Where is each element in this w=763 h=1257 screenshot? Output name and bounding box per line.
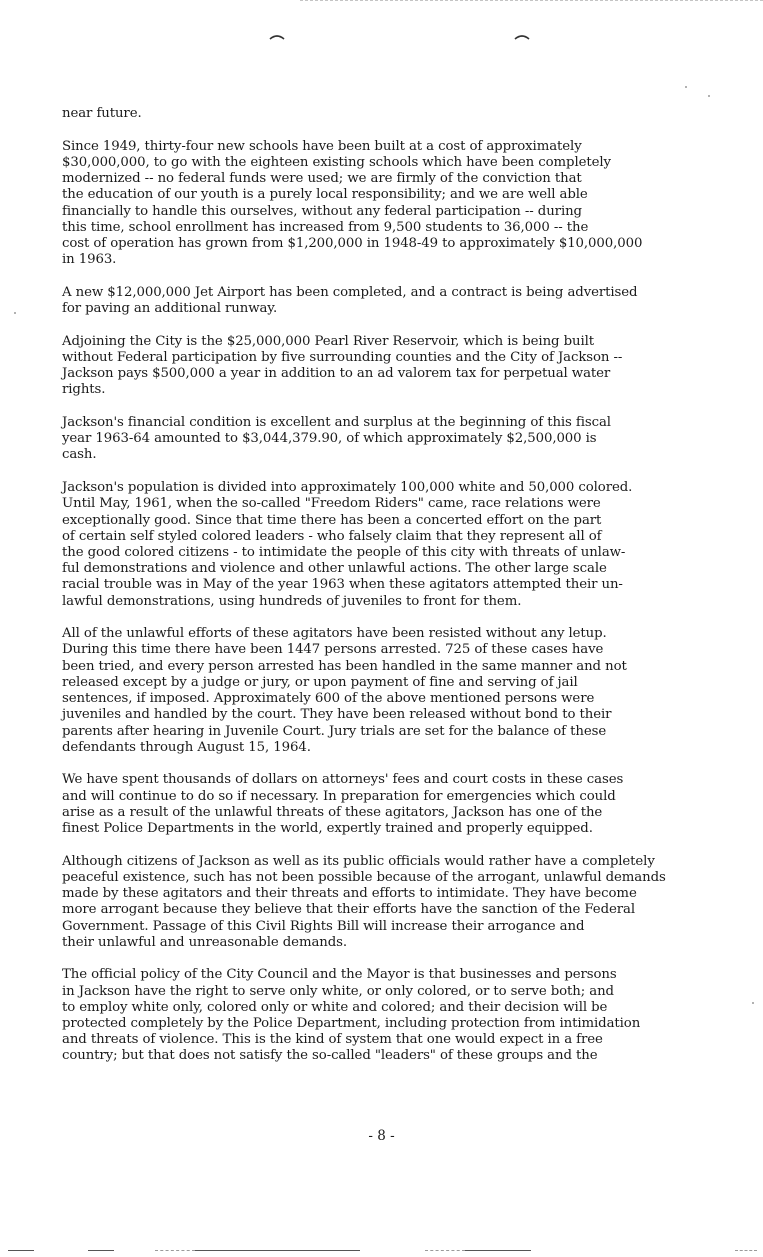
bottom-rule <box>195 1250 360 1251</box>
paragraph-airport: A new $12,000,000 Jet Airport has been completed, and a contract is being advertised for paving an additional runway. <box>62 284 638 317</box>
document-body <box>62 106 752 1081</box>
bottom-rule <box>8 1250 34 1251</box>
top-edge-dotted-line <box>300 0 763 3</box>
bottom-rule <box>88 1250 114 1251</box>
paragraph-civil-rights-bill: Although citizens of Jackson as well as its public officials would rather have a completely peaceful existence, such has not been possible because of the arrogant, unlawful demands made by these agitators and their threats and efforts to intimidate. They have become more arrogant because they believe that their efforts have the sanction of the Federal Government. Passage of this Civil Rights Bill will increase their arrogance and their unlawful and unreasonable demands. <box>62 853 666 950</box>
paragraph-near-future: near future. <box>62 106 142 121</box>
paragraph-official-policy: The official policy of the City Council and the Mayor is that businesses and persons in Jackson have the right to serve only white, or only colored, or to serve both; and to employ white only, colored only or white and colored; and their decision will be protected completely by the Police Department, including protection from intimidation and threats of violence. This is the kind of system that one would expect in a free country; but that does not satisfy the so-called "leaders" of these groups and the <box>62 967 641 1064</box>
paragraph-schools: Since 1949, thirty-four new schools have been built at a cost of approximately $30,000,000, to go with the eighteen existing schools which have been completely modernized -- no federal funds were used; we are firmly of the conviction that the education of our youth is a purely local responsibility; and we are well able financially to handle this ourselves, without any federal participation -- during this time, school enrollment has increased from 9,500 students to 36,000 -- the cost of operation has grown from $1,200,000 in 1948-49 to approximately $10,000,000 in 1963. <box>62 138 643 268</box>
bottom-rule <box>155 1250 195 1252</box>
punch-mark-right-icon <box>514 34 530 40</box>
speck-mark <box>752 1002 754 1004</box>
bottom-rule <box>465 1250 531 1251</box>
paragraph-finances: Jackson's financial condition is excellent and surplus at the beginning of this fiscal year 1963-64 amounted to $3,044,379.90, of which approximately $2,500,000 is cash. <box>62 415 611 463</box>
page-number: - 8 - <box>368 1128 395 1144</box>
bottom-rule <box>425 1250 465 1252</box>
speck-mark <box>708 95 710 97</box>
paragraph-population: Jackson's population is divided into approximately 100,000 white and 50,000 colored. Until May, 1961, when the so-called "Freedom Riders" came, race relations were exceptionally good. Since that time there has been a concerted effort on the part of certain self styled colored leaders - who falsely claim that they represent all of the good colored citizens - to intimidate the people of this city with threats of unlaw- ful demonstrations and violence and other unlawful actions. The other large scale racial trouble was in May of the year 1963 when these agitators attempted their un- lawful demonstrations, using hundreds of juveniles to front for them. <box>62 480 633 609</box>
speck-mark <box>685 86 687 88</box>
paragraph-costs: We have spent thousands of dollars on attorneys' fees and court costs in these cases and will continue to do so if necessary. In preparation for emergencies which could arise as a result of the unlawful threats of these agitators, Jackson has one of the finest Police Departments in the world, expertly trained and properly equipped. <box>62 772 624 837</box>
speck-mark <box>14 312 16 314</box>
paragraph-reservoir: Adjoining the City is the $25,000,000 Pearl River Reservoir, which is being built without Federal participation by five surrounding counties and the City of Jackson -- Jackson pays $500,000 a year in addition to an ad valorem tax for perpetual water rights. <box>62 333 623 398</box>
bottom-rule <box>735 1250 757 1252</box>
paragraph-arrests: All of the unlawful efforts of these agitators have been resisted without any letup. During this time there have been 1447 persons arrested. 725 of these cases have been tried, and every person arrested has been handled in the same manner and not released except by a judge or jury, or upon payment of fine and serving of jail sentences, if imposed. Approximately 600 of the above mentioned persons were juveniles and handled by the court. They have been released without bond to their parents after hearing in Juvenile Court. Jury trials are set for the balance of these defendants through August 15, 1964. <box>62 626 627 755</box>
punch-mark-left-icon <box>269 34 285 40</box>
